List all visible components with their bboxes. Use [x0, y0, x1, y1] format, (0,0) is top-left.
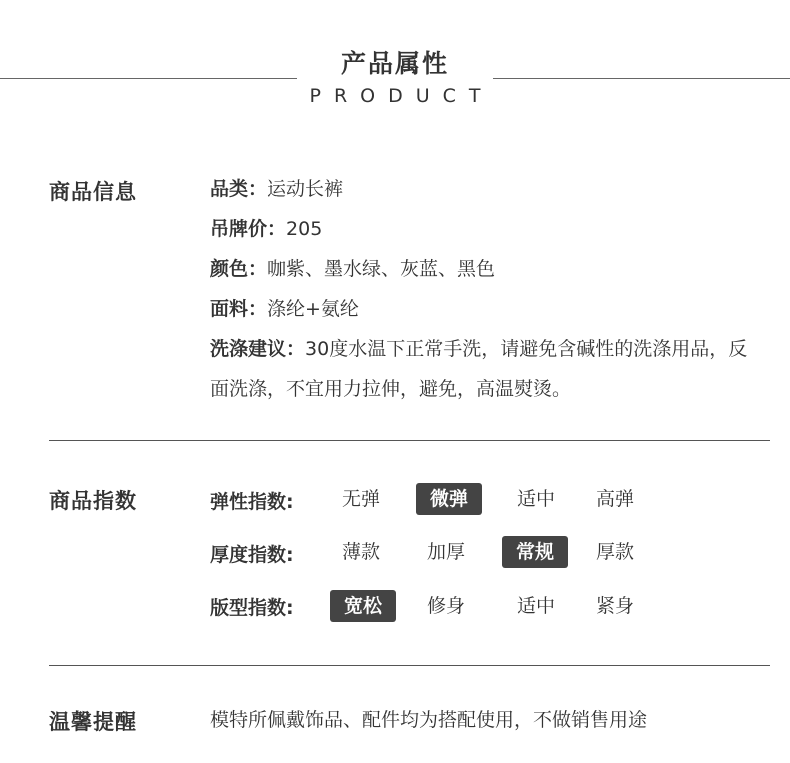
index-option: 宽松 — [330, 590, 396, 622]
index-option: 微弹 — [416, 483, 482, 515]
section-label-product-info: 商品信息 — [49, 180, 137, 204]
info-row-washing — [210, 329, 750, 409]
info-key: 洗涤建议： — [210, 338, 306, 360]
info-value: 30度水温下正常手洗，请避免含碱性的洗涤用品，反面洗涤，不宜用力拉伸，避免，高温熨烫。 — [210, 338, 748, 400]
index-label-fit: 版型指数: — [210, 597, 294, 619]
index-option: 紧身 — [595, 595, 634, 617]
info-key: 吊牌价： — [210, 218, 287, 240]
index-label-elasticity: 弹性指数: — [210, 491, 294, 513]
info-row-fabric — [210, 289, 750, 329]
info-key: 颜色： — [210, 258, 268, 280]
index-option: 常规 — [502, 536, 568, 568]
index-option: 适中 — [516, 488, 555, 510]
index-option: 修身 — [426, 595, 465, 617]
info-row-category — [210, 169, 750, 209]
info-row-color — [210, 249, 750, 289]
index-option: 适中 — [516, 595, 555, 617]
page-title: 产品属性 — [340, 49, 449, 78]
info-value: 运动长裤 — [267, 178, 344, 200]
info-value: 咖紫、墨水绿、灰蓝、黑色 — [267, 258, 496, 280]
index-option: 厚款 — [595, 541, 634, 563]
index-option: 薄款 — [341, 541, 380, 563]
section-label-product-index: 商品指数 — [49, 489, 137, 513]
notice-text: 模特所佩戴饰品、配件均为搭配使用，不做销售用途 — [210, 709, 648, 731]
section-label-notice: 温馨提醒 — [49, 710, 137, 734]
info-key: 面料： — [210, 298, 268, 320]
info-row-price — [210, 209, 750, 249]
index-option: 无弹 — [341, 488, 380, 510]
index-option: 加厚 — [426, 541, 465, 563]
page-subtitle: PRODUCT — [309, 85, 494, 107]
divider — [49, 440, 770, 441]
info-value: 205 — [286, 218, 323, 240]
divider — [49, 665, 770, 666]
index-label-thickness: 厚度指数: — [210, 544, 294, 566]
index-option: 高弹 — [595, 488, 634, 510]
info-key: 品类： — [210, 178, 268, 200]
info-value: 涤纶+氨纶 — [267, 298, 359, 320]
